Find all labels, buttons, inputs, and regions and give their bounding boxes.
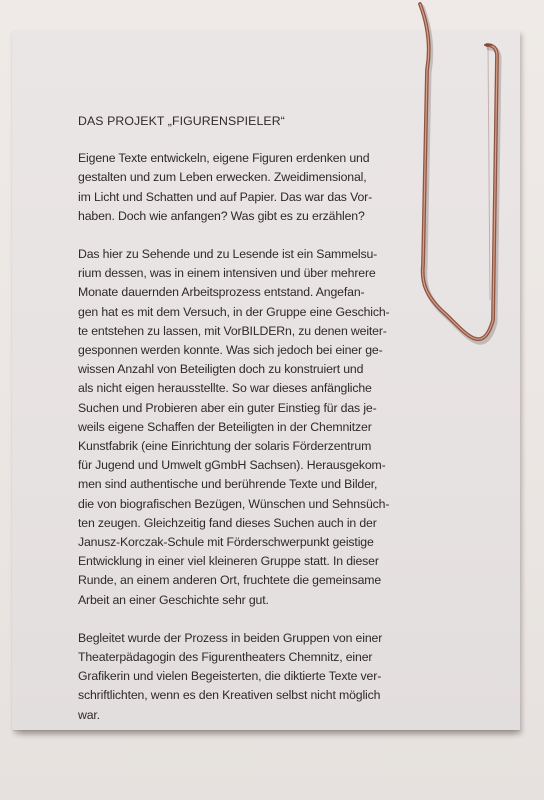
text-line: im Licht und Schatten und auf Papier. Das war das Vor-	[78, 189, 373, 204]
text-line: Kunstfabrik (eine Einrichtung der solaris Förderzentrum	[78, 439, 372, 454]
text-line: gen hat es mit dem Versuch, in der Gruppe eine Geschich-	[78, 304, 390, 319]
text-line: wissen Anzahl von Beteiligten doch zu konstruiert und	[78, 362, 364, 377]
text-line: men sind authentische und berührende Texte und Bilder,	[78, 477, 378, 492]
text-line: rium dessen, was in einem intensiven und über mehrere	[78, 266, 376, 281]
text-line: Janusz-Korczak-Schule mit Förderschwerpunkt geistige	[78, 535, 374, 550]
text-line: Das hier zu Sehende und zu Lesende ist ein Sammelsu-	[78, 247, 378, 262]
paragraph-3	[78, 629, 418, 725]
text-line: Monate dauernden Arbeitsprozess entstand. Angefan-	[78, 285, 365, 300]
text-line: Grafikerin und vielen Begeisterten, die diktierte Texte ver-	[78, 669, 382, 684]
paragraph-1	[78, 149, 418, 226]
paragraph-2	[78, 245, 418, 610]
text-line: Begleitet wurde der Prozess in beiden Gruppen von einer	[78, 630, 383, 645]
text-line: als nicht eigen herausstellte. So war dieses anfängliche	[78, 381, 372, 396]
text-line: Theaterpädagogin des Figurentheaters Chemnitz, einer	[78, 650, 373, 665]
text-line: ten zeugen. Gleichzeitig fand dieses Suchen auch in der	[78, 515, 377, 530]
document-title: DAS PROJEKT „FIGURENSPIELER“	[78, 114, 285, 128]
text-line: war.	[78, 707, 100, 722]
text-line: schriftlichten, wenn es den Kreativen selbst nicht möglich	[78, 688, 381, 703]
text-line: die von biografischen Bezügen, Wünschen und Sehnsüch-	[78, 496, 390, 511]
text-line: haben. Doch wie anfangen? Was gibt es zu erzählen?	[78, 208, 365, 223]
document-text	[78, 112, 418, 744]
text-line: Eigene Texte entwickeln, eigene Figuren erdenken und	[78, 151, 370, 166]
text-line: gesponnen werden konnte. Was sich jedoch bei einer ge-	[78, 343, 383, 358]
text-line: Suchen und Probieren aber ein guter Einstieg für das je-	[78, 400, 377, 415]
text-line: Runde, an einem anderen Ort, fruchtete die gemeinsame	[78, 573, 382, 588]
text-line: Entwicklung in einer viel kleineren Gruppe statt. In dieser	[78, 554, 379, 569]
text-line: Arbeit an einer Geschichte sehr gut.	[78, 592, 269, 607]
text-line: weils eigene Schaffen der Beteiligten in der Chemnitzer	[78, 419, 372, 434]
text-line: gestalten und zum Leben erwecken. Zweidimensional,	[78, 170, 367, 185]
text-line: für Jugend und Umwelt gGmbH Sachsen). Herausgekom-	[78, 458, 386, 473]
text-line: te entstehen zu lassen, mit VorBILDERn, zu denen weiter-	[78, 323, 387, 338]
